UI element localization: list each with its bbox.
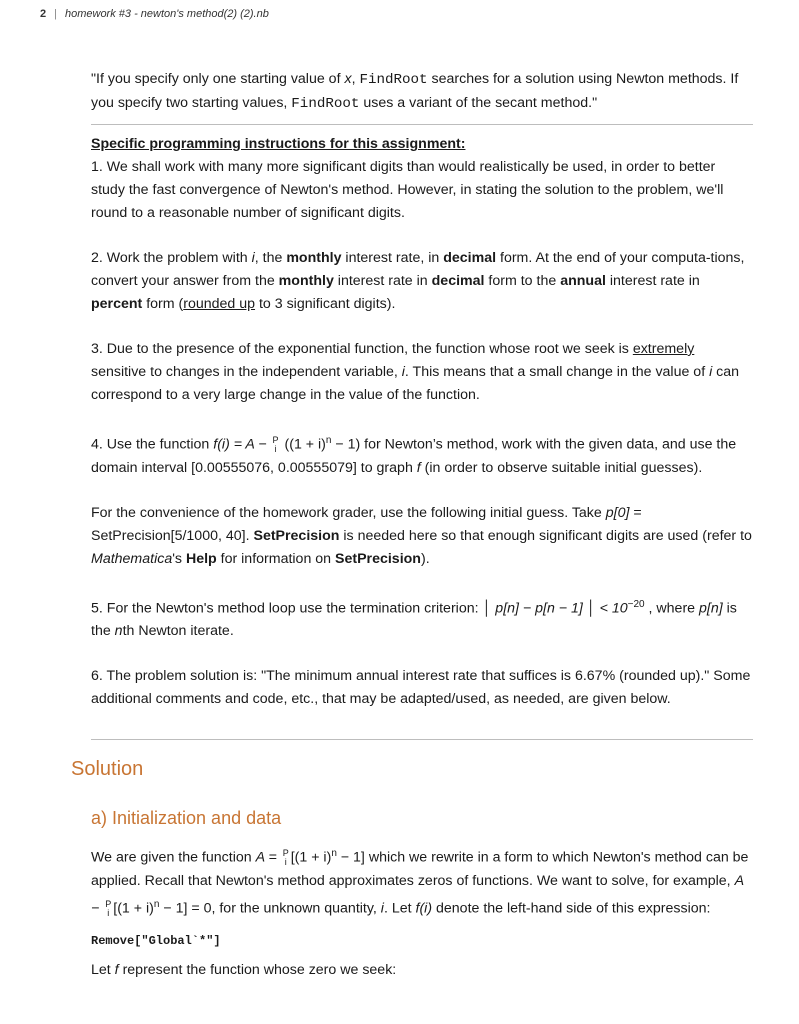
divider (91, 124, 753, 125)
fraction-p-over-i: P i (105, 898, 112, 918)
findroot-quote: "If you specify only one starting value of x, FindRoot searches for a solution using Newton methods. If you specify two starting values, FindRoot uses a variant of the secant method." (91, 71, 739, 112)
section-title: Solution (71, 758, 144, 780)
instruction-1: 1. We shall work with many more significant digits than would realistically be used, in order to better study the fast convergence of Newton's method. However, in stating the solution to the problem, we'll round to a reasonable number of significant digits. (91, 159, 724, 221)
instruction-3: 3. Due to the presence of the exponential function, the function whose root we seek is extremely sensitive to changes in the independent variable, i. This means that a small change in the value of i can correspond to a very large change in the value of the function. (91, 341, 740, 403)
instructions-block (91, 68, 753, 740)
fraction-p-over-i: P i (282, 847, 289, 867)
instruction-4-initial-guess: For the convenience of the homework grader, use the following initial guess. Take p[0] = SetPrecision[5/1000, 40]. SetPrecision is needed here so that enough significant digits are used (refer to Mathematica's Help for information on SetPrecision). (91, 504, 752, 567)
page-number: 2 (40, 8, 47, 20)
solution-paragraph-2: Let f represent the function whose zero we seek: (91, 962, 397, 979)
code-cell[interactable]: Remove["Global`*"] (91, 934, 221, 949)
divider (91, 739, 753, 740)
instruction-2: 2. Work the problem with i, the monthly interest rate, in decimal form. At the end of your computa-tions, convert your answer from the monthly interest rate in decimal form to the annual interest rate in percent form (rounded up to 3 significant digits). (91, 250, 745, 312)
page-header: 2 | homework #3 - newton's method(2) (2).nb (40, 8, 269, 20)
solution-paragraph: We are given the function A = P i $[(1 + i)^n - 1]$ which we rewrite in a form to which Newton's method can be applied. Recall that Newton's method approximates zeros of functions. We want to solve, for example, A − P i $[(1 + i)^n - 1] = 0$, for the unknown quantity, i. Let f(i) denote the left-hand side of this expression: (91, 847, 749, 918)
instructions-heading: Specific programming instructions for this assignment: (91, 136, 466, 152)
subsection-title: a) Initialization and data (91, 808, 282, 828)
fraction-p-over-i: P i (272, 434, 279, 454)
instruction-4: 4. Use the function f(i) = A − P i $((1 + i)^n - 1)$ for Newton’s method, work with the given data, and use the domain interval [0.00555076, 0.00555079] to graph f (in order to observe suitable initial guesses). (91, 434, 737, 476)
notebook-filename: homework #3 - newton's method(2) (2).nb (64, 8, 269, 20)
instruction-6: 6. The problem solution is: "The minimum annual interest rate that suffices is 6.67% (rounded up)." Some additional comments and code, etc., that may be adapted/used, as needed, are given below. (91, 668, 751, 708)
instruction-5: 5. For the Newton's method loop use the termination criterion: │ p[n] − p[n − 1] │ < $10^{-20}$ , where p[n] is the nth Newton iterate. (91, 598, 737, 640)
solution-block (91, 842, 753, 982)
